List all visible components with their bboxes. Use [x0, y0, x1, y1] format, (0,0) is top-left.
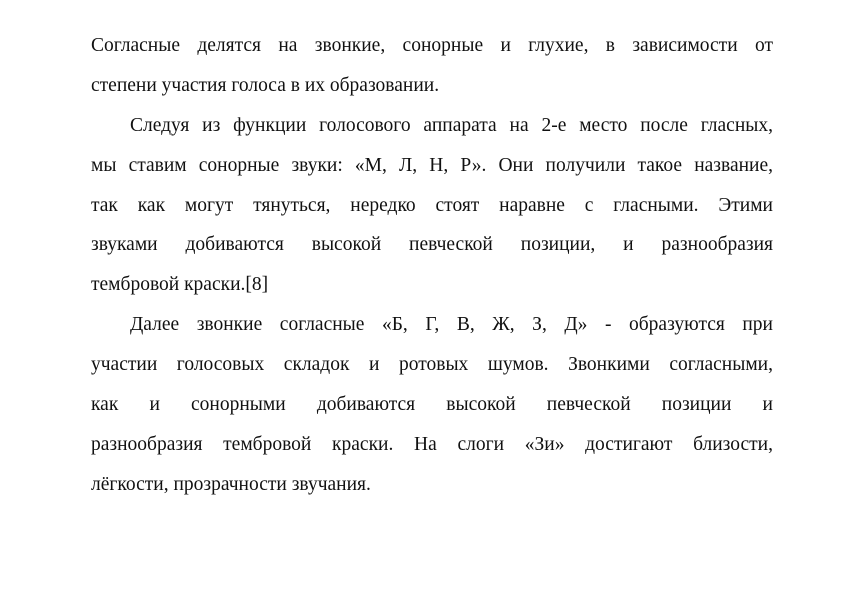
- paragraph-line: лёгкости, прозрачности звучания.: [91, 473, 371, 495]
- paragraph-line: Согласные делятся на звонкие, сонорные и глухие, в зависимости от: [91, 35, 773, 56]
- paragraph-line: степени участия голоса в их образовании.: [91, 74, 440, 96]
- paragraph: [91, 305, 773, 504]
- paragraph: [91, 26, 773, 106]
- paragraph-line: как и сонорными добиваются высокой певческой позиции и: [91, 394, 773, 416]
- document-body: [91, 26, 773, 505]
- paragraph-line: звуками добиваются высокой певческой позиции, и разнообразия: [91, 234, 773, 256]
- paragraph-line: тембровой краски.[8]: [91, 274, 269, 296]
- paragraph-line: Далее звонкие согласные «Б, Г, В, Ж, З, Д» - образуются при: [130, 314, 773, 336]
- paragraph-line: разнообразия тембровой краски. На слоги «Зи» достигают близости,: [91, 433, 773, 455]
- paragraph-line: мы ставим сонорные звуки: «М, Л, Н, Р». Они получили такое название,: [91, 154, 773, 176]
- paragraph-line: так как могут тянуться, нередко стоят наравне с гласными. Этими: [91, 194, 773, 216]
- paragraph-line: Следуя из функции голосового аппарата на 2-е место после гласных,: [130, 114, 773, 136]
- paragraph: [91, 106, 773, 305]
- paragraph-line: участии голосовых складок и ротовых шумов. Звонкими согласными,: [91, 354, 773, 376]
